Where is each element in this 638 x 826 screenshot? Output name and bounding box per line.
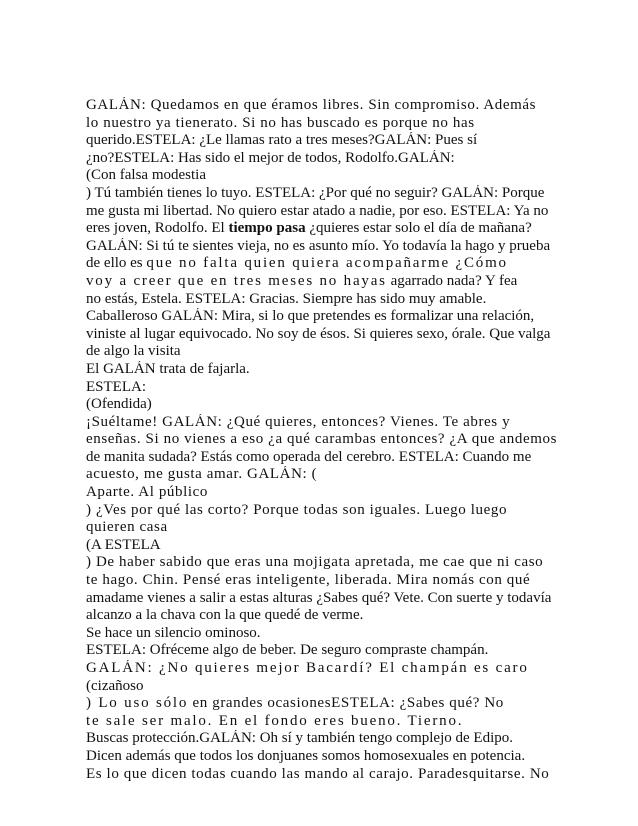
- text-line: enseñas. Si no vienes a eso ¿a qué carambas entonces? ¿A que andemos: [86, 431, 558, 448]
- text-line: quieren casa: [86, 519, 168, 536]
- text-line: ¡Suéltame! GALÁN: ¿Qué quieres, entonces? Vienes. Te abres y: [86, 413, 511, 430]
- text-line: GALÁN: ¿No quieres mejor Bacardí? El champán es caro: [86, 660, 529, 676]
- text-line: ¿no?ESTELA: Has sido el mejor de todos, Rodolfo.GALÁN:: [86, 149, 455, 166]
- text-line: ESTELA: Ofréceme algo de beber. De seguro compraste champán.: [86, 642, 489, 659]
- text-line: de manita sudada? Estás como operada del cerebro. ESTELA: Cuando me: [86, 448, 532, 465]
- text-line: de algo la visita: [86, 343, 181, 360]
- text-segment: eres joven, Rodolfo. El: [86, 220, 229, 237]
- text-line: [86, 273, 566, 291]
- text-line: [86, 220, 566, 238]
- stage-direction: (Ofendida): [86, 396, 152, 413]
- bold-phrase: tiempo pasa: [228, 220, 306, 237]
- stage-direction: (cizañoso: [86, 677, 144, 694]
- text-line: acuesto, me gusta amar. GALÁN: (: [86, 466, 318, 483]
- text-line: Buscas protección.GALÁN: Oh sí y también tengo complejo de Edipo.: [86, 730, 513, 747]
- spaced-text-segment: que no falta quien quiera acompañarme ¿Cómo: [146, 255, 508, 272]
- text-line: ) ¿Ves por qué las corto? Porque todas son iguales. Luego luego: [86, 501, 508, 518]
- stage-direction: Se hace un silencio ominoso.: [86, 624, 261, 641]
- spaced-text-segment: ) Lo uso sólo: [86, 695, 189, 712]
- text-line: GALÁN: Si tú te sientes vieja, no es asunto mío. Yo todavía la hago y prueba: [86, 237, 551, 254]
- text-line: Dicen además que todos los donjuanes somos homosexuales en potencia.: [86, 747, 526, 764]
- text-line: te hago. Chin. Pensé eras inteligente, liberada. Mira nomás con qué: [86, 572, 531, 589]
- text-segment: de ello es: [86, 255, 147, 272]
- text-line: amadame vienes a salir a estas alturas ¿Sabes qué? Vete. Con suerte y todavía: [86, 589, 552, 606]
- text-line: me gusta mi libertad. No quiero estar atado a nadie, por eso. ESTELA: Ya no: [86, 202, 549, 219]
- stage-direction: Aparte. Al público: [86, 484, 209, 501]
- text-line: Es lo que dicen todas cuando las mando al carajo. Paradesquitarse. No: [86, 765, 550, 782]
- text-line: (Con falsa modestia: [86, 167, 206, 184]
- text-segment: ¿quieres estar solo el día de mañana?: [305, 220, 532, 237]
- text-line: querido.ESTELA: ¿Le llamas rato a tres meses?GALÁN: Pues sí: [86, 132, 478, 149]
- spaced-text-segment: voy a creer que en tres meses no hayas: [86, 272, 387, 289]
- text-segment: en grandes ocasionesESTELA: ¿Sabes qué? No: [188, 695, 504, 712]
- text-line: ) De haber sabido que eras una mojigata apretada, me cae que ni caso: [86, 554, 544, 571]
- text-line: lo nuestro ya tienerato. Si no has buscado es porque no has: [86, 114, 475, 131]
- text-line: ) Tú también tienes lo tuyo. ESTELA: ¿Por qué no seguir? GALÁN: Porque: [86, 184, 545, 201]
- text-line: Caballeroso GALÁN: Mira, si lo que pretendes es formalizar una relación,: [86, 308, 535, 325]
- text-line: alcanzo a la chava con la que quedé de verme.: [86, 607, 364, 624]
- text-line: [86, 255, 566, 273]
- document-page: [86, 97, 566, 783]
- stage-direction: (A ESTELA: [86, 536, 161, 553]
- text-segment: agarrado nada? Y fea: [386, 272, 518, 289]
- text-line: te sale ser malo. En el fondo eres bueno. Tierno.: [86, 712, 464, 729]
- text-line: no estás, Estela. ESTELA: Gracias. Siempre has sido muy amable.: [86, 290, 487, 307]
- text-line: GALÁN: Quedamos en que éramos libres. Sin compromiso. Además: [86, 97, 537, 113]
- text-line: [86, 695, 566, 713]
- speaker-name: ESTELA:: [86, 378, 146, 395]
- stage-direction: El GALÁN trata de fajarla.: [86, 360, 250, 377]
- text-line: viniste al lugar equivocado. No soy de ésos. Si quieres sexo, órale. Que valga: [86, 325, 551, 342]
